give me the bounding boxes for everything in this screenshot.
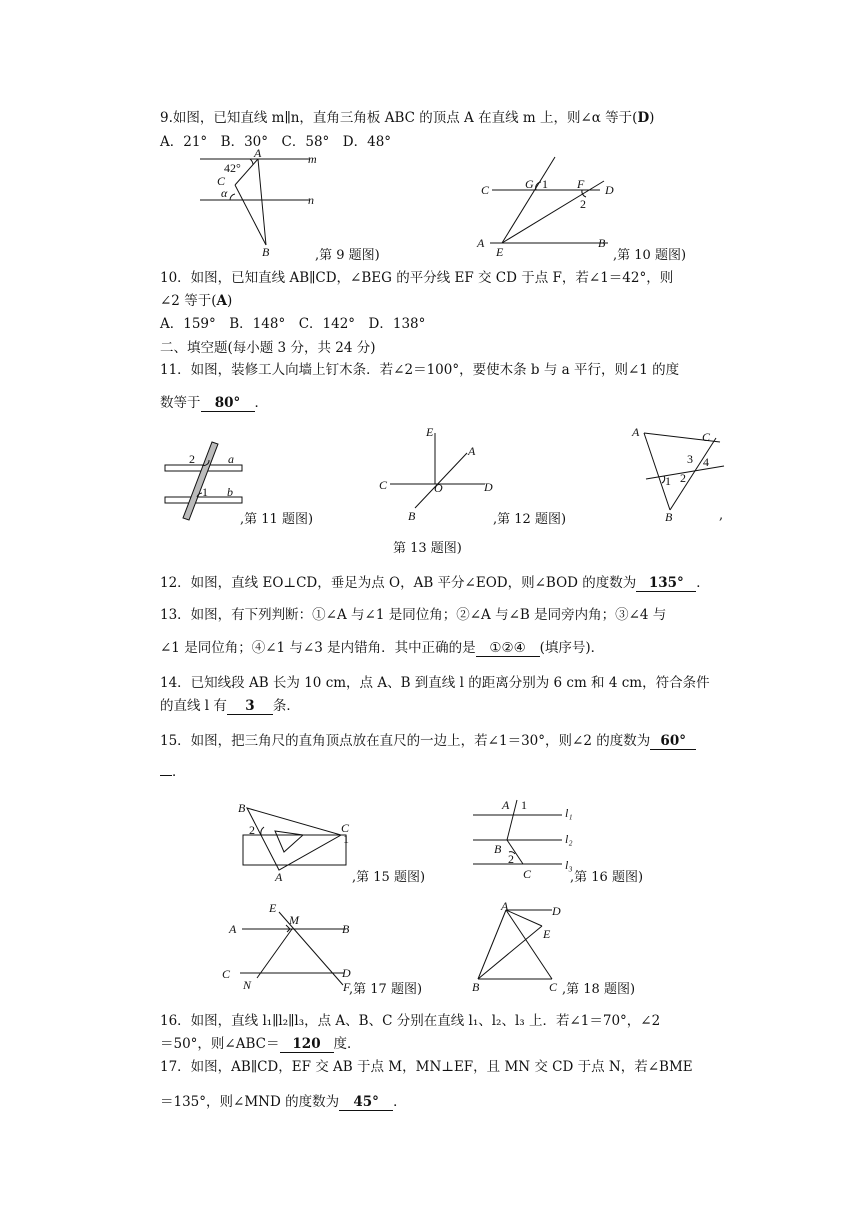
fig13-caption-b: 第 13 题图): [393, 541, 462, 556]
fig17-label-D: D: [342, 966, 351, 980]
fig16-label-2: 2: [508, 852, 514, 866]
fig17-caption: ,第 17 题图): [349, 982, 423, 997]
q17-line2: ＝135°，则∠MND 的度数为 45° ．: [160, 1094, 407, 1110]
fig10-caption: ,第 10 题图): [613, 248, 687, 263]
fig9-label-B: B: [262, 245, 270, 259]
fig9-caption: ,第 9 题图): [315, 248, 380, 263]
fig17-label-C: C: [222, 967, 231, 981]
q15-line2: ．: [160, 760, 735, 780]
fig18-label-A: A: [501, 899, 509, 913]
fig18-caption: ,第 18 题图): [562, 982, 636, 997]
figure-10: [470, 152, 630, 257]
q17-line1: 17．如图，AB∥CD，EF 交 AB 于点 M，MN⊥EF，且 MN 交 CD 于点 N，若∠BME: [160, 1059, 693, 1075]
q16-line2: ＝50°，则∠ABC＝ 120 度．: [160, 1036, 361, 1052]
fig10-label-C: C: [481, 183, 490, 197]
q9-options: A．21° B．30° C．58° D．48°: [160, 134, 392, 150]
fig12-label-O: O: [434, 481, 443, 495]
q14-answer: 3: [227, 699, 273, 715]
fig12-label-E: E: [426, 425, 434, 439]
q10-line1: 10．如图，已知直线 AB∥CD，∠BEG 的平分线 EF 交 CD 于点 F，若∠1＝42°，则: [160, 270, 674, 286]
fig10-label-D: D: [605, 183, 614, 197]
q11-answer: 80°: [201, 396, 255, 412]
q13-answer: ①②④: [476, 641, 540, 657]
fig13-label-C: C: [702, 430, 711, 444]
fig17-label-E: E: [269, 901, 277, 915]
q9-answer: D: [637, 110, 650, 126]
q11-line2: 数等于 80° ．: [160, 395, 268, 411]
fig11-label-2: 2: [189, 452, 195, 466]
section2-heading: 二、填空题(每小题 3 分，共 24 分): [160, 340, 376, 356]
fig9-label-42deg: 42°: [224, 161, 241, 175]
figure-13: [628, 423, 728, 523]
fig9-label-A: A: [254, 146, 262, 160]
fig9-label-C: C: [217, 174, 226, 188]
fig15-label-1: 1: [343, 832, 349, 846]
fig13-caption-a: ,: [719, 508, 724, 523]
fig18-label-D: D: [552, 904, 561, 918]
fig17-label-F: F: [343, 980, 351, 994]
fig15-label-2: 2: [249, 823, 255, 837]
q13-line1: 13．如图，有下列判断：①∠A 与∠1 是同位角；②∠A 与∠B 是同旁内角；③∠4 与: [160, 607, 667, 623]
fig15-label-A: A: [275, 870, 283, 884]
figure-9: [190, 148, 330, 260]
fig17-label-B: B: [342, 922, 350, 936]
fig10-label-F: F: [577, 177, 585, 191]
q16-line1: 16．如图，直线 l₁∥l₂∥l₃，点 A、B、C 分别在直线 l₁、l₂、l₃ 上．若∠1＝70°，∠2: [160, 1013, 661, 1029]
fig15-label-C: C: [341, 821, 350, 835]
q12-answer: 135°: [636, 576, 696, 592]
fig9-label-alpha: α: [221, 186, 228, 200]
fig10-label-A: A: [477, 236, 485, 250]
fig13-label-B: B: [665, 510, 673, 524]
fig12-label-C: C: [379, 478, 388, 492]
fig17-label-A: A: [229, 922, 237, 936]
fig16-label-C: C: [523, 867, 532, 881]
q16-answer: 120: [280, 1037, 334, 1053]
fig10-label-G: G: [525, 177, 534, 191]
fig13-label-2: 2: [680, 471, 686, 485]
fig9-label-m: m: [308, 152, 317, 166]
fig17-label-M: M: [289, 913, 299, 927]
fig9-label-n: n: [308, 193, 314, 207]
fig13-label-4: 4: [703, 455, 709, 469]
fig13-label-1: 1: [665, 474, 671, 488]
fig18-label-C: C: [549, 980, 558, 994]
fig13-label-A: A: [632, 425, 640, 439]
q10-line2: ∠2 等于(A): [160, 293, 233, 309]
q15-line1: 15．如图，把三角尺的直角顶点放在直尺的一边上，若∠1＝30°，则∠2 的度数为 60°: [160, 729, 735, 750]
figure-12: [375, 425, 495, 525]
fig10-label-2: 2: [580, 197, 586, 211]
fig12-label-D: D: [484, 480, 493, 494]
q9-line1: 9.如图，已知直线 m∥n，直角三角板 ABC 的顶点 A 在直线 m 上，则∠α 等于(D): [160, 110, 655, 126]
q15-answer: 60°: [650, 734, 696, 750]
fig16-label-B: B: [494, 842, 502, 856]
fig15-caption: ,第 15 题图): [352, 870, 426, 885]
figure-15: [233, 796, 358, 886]
q11-line1: 11．如图，装修工人向墙上钉木条．若∠2＝100°，要使木条 b 与 a 平行，则∠1 的度: [160, 362, 680, 378]
fig12-label-B: B: [408, 509, 416, 523]
q10-options: A．159° B．148° C．142° D．138°: [160, 316, 426, 332]
fig12-label-A: A: [468, 444, 476, 458]
fig11-label-a: a: [228, 452, 234, 466]
fig12-caption: ,第 12 题图): [493, 512, 567, 527]
q14-line1: 14．已知线段 AB 长为 10 cm，点 A、B 到直线 l 的距离分别为 6 cm 和 4 cm，符合条件: [160, 675, 710, 691]
fig11-label-1: 1: [202, 485, 208, 499]
fig11-label-b: b: [227, 485, 233, 499]
fig10-label-E: E: [496, 245, 504, 259]
fig18-label-B: B: [472, 980, 480, 994]
q14-line2: 的直线 l 有 3 条．: [160, 698, 300, 714]
fig10-label-1: 1: [542, 177, 548, 191]
fig16-label-l3: l₃: [565, 858, 573, 872]
fig16-label-l2: l₂: [565, 832, 573, 846]
q10-answer: A: [216, 293, 227, 309]
fig10-label-B: B: [598, 236, 606, 250]
fig15-label-B: B: [238, 801, 246, 815]
fig13-label-3: 3: [687, 452, 693, 466]
fig16-label-l1: l₁: [565, 806, 573, 820]
fig17-label-N: N: [243, 978, 252, 992]
fig18-label-E: E: [543, 927, 551, 941]
fig16-label-A: A: [502, 798, 510, 812]
q13-line2: ∠1 是同位角；④∠1 与∠3 是内错角．其中正确的是 ①②④ (填序号)．: [160, 640, 605, 656]
fig16-label-1: 1: [521, 798, 527, 812]
fig16-caption: ,第 16 题图): [570, 870, 644, 885]
fig11-caption: ,第 11 题图): [240, 512, 314, 527]
q17-answer: 45°: [339, 1095, 393, 1111]
q12-text: 12．如图，直线 EO⊥CD，垂足为点 O，AB 平分∠EOD，则∠BOD 的度数为 135° ．: [160, 575, 710, 591]
